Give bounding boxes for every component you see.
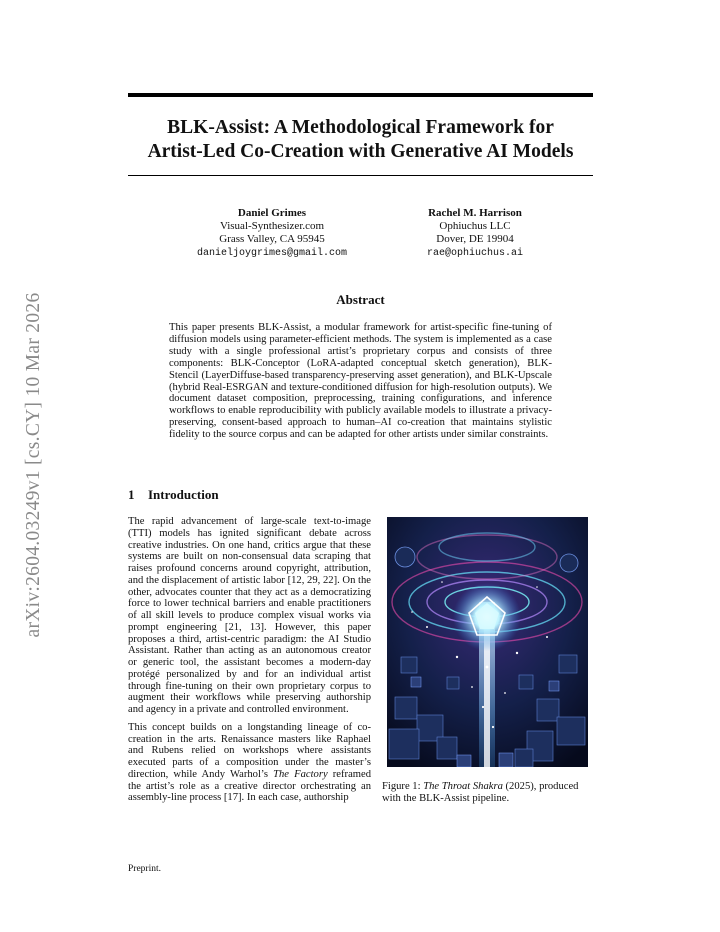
artwork-illustration: [387, 517, 588, 767]
author-address: Dover, DE 19904: [436, 233, 514, 246]
author-affiliation: Visual-Synthesizer.com: [219, 220, 325, 233]
abstract-heading: Abstract: [336, 292, 385, 307]
footer-preprint: Preprint.: [128, 864, 161, 874]
intro-paragraph-2: [128, 722, 371, 804]
arxiv-identifier-text: arXiv:2604.03249v1 [cs.CY] 10 Mar 2026: [23, 292, 44, 638]
paper-title: [128, 116, 593, 163]
figure-artwork: [387, 517, 588, 767]
author-email[interactable]: rae@ophiuchus.ai: [426, 247, 523, 259]
title-rule-bottom: [128, 175, 593, 176]
arxiv-identifier: [19, 258, 49, 672]
intro-p2-emphasis: The Factory: [273, 768, 328, 780]
intro-column: [128, 516, 371, 810]
author-address: Grass Valley, CA 95945: [219, 233, 325, 246]
title-line-2: Artist-Led Co-Creation with Generative AI Models: [147, 140, 574, 162]
intro-paragraph-1: The rapid advancement of large-scale text-to-image (TTI) models has ignited significant debate across creative industries. On one hand, critics argue that these systems are built on non-consensual data scraping that raises profound concerns around copyright, attribution, and the displacement of artistic labor [12, 29, 22]. On the other, advocates counter that they act as a democratizing force to lower technical barriers and enable practitioners of all skill levels to produce complex visual works via prompt engineering [21, 13]. However, this paper proposes a third, artist-centric paradigm: the AI Studio Assistant. Rather than acting as an autonomous creator or generic tool, the assistant becomes a modern-day protégé personalized by and for an individual artist through fine-tuning on their own proprietary corpus to augment their workflows while preserving authorship and agency in a private and controlled environment.: [128, 516, 371, 715]
abstract-body: [169, 322, 552, 441]
author-affiliation: Ophiuchus LLC: [439, 220, 511, 233]
figure-title: The Throat Shakra: [423, 781, 503, 792]
figure-caption: [382, 781, 594, 805]
figure-label: Figure 1:: [382, 781, 421, 792]
abstract-text: This paper presents BLK-Assist, a modular framework for artist-specific fine-tuning of diffusion models using parameter-efficient methods. The system is implemented as a case study with a single professional artist’s proprietary corpus and consists of three components: BLK-Conceptor (LoRA-adapted conceptual sketch generation), BLK-Stencil (LayerDiffuse-based transparency-preserving asset generation), and BLK-Upscale (hybrid Real-ESRGAN and texture-conditioned diffusion for high-resolution outputs). We document dataset composition, preprocessing, training configurations, and inference workflows to enable reproducibility with publicly available models to illustrate a privacy-preserving, consent-based approach to human–AI co-creation that maintains stylistic fidelity to the source corpus and can be adapted for other artists under similar constraints.: [169, 322, 552, 441]
figure-caption-rest: (2025), produced with the BLK-Assist pipeline.: [382, 781, 579, 804]
section-heading: [128, 487, 219, 503]
intro-p2-part-b: reframed the artist’s role as a creative director orchestrating an assembly-line process [17]. In each case, authorship: [128, 768, 372, 804]
title-line-1: BLK-Assist: A Methodological Framework for: [167, 117, 554, 138]
author-name: Rachel M. Harrison: [428, 207, 522, 219]
author-block-2: [375, 207, 575, 260]
author-name: Daniel Grimes: [237, 207, 307, 219]
author-email[interactable]: danieljoygrimes@gmail.com: [196, 247, 348, 259]
author-block-1: [172, 207, 372, 260]
section-number: 1: [128, 487, 135, 502]
title-rule-top: [128, 93, 593, 97]
intro-p2-part-a: This concept builds on a longstanding lineage of co-creation in the arts. Renaissance masters like Raphael and Rubens relied on workshops where assistants executed parts of a composition under the master’s direction, while Andy Warhol’s: [128, 721, 371, 780]
section-title: Introduction: [148, 487, 219, 502]
